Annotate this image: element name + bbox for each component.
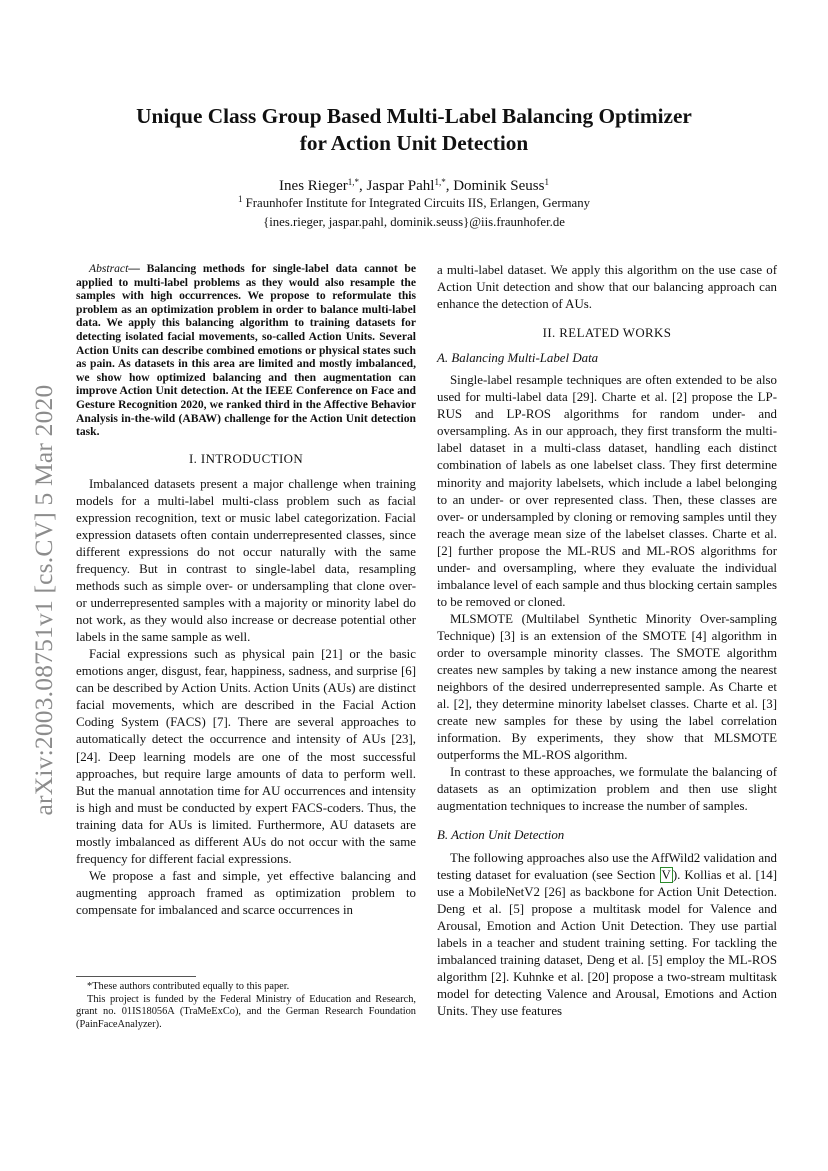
author-name: Dominik Seuss: [453, 178, 545, 194]
author-separator: ,: [445, 178, 454, 194]
abstract-text: — Balancing methods for single-label data cannot be applied to multi-label problems as they would also resample the samples with high occurrences. We propose to reformulate this problem as an optimization problem in order to balance multi-label data. We apply this balancing algorithm to training datasets for detecting isolated facial movements, so-called Action Units. Several Action Units can describe combined emotions or physical states such as pain. As datasets in this area are limited and mostly imbalanced, we show how optimized balancing and then augmentation can improve Action Unit detection. At the IEEE Conference on Face and Gesture Recognition 2020, we ranked third in the Affective Behavior Analysis in-the-wild (ABAW) challenge for the Action Unit detection task.: [76, 262, 416, 439]
author-superscript: 1,*: [347, 177, 360, 187]
author-superscript: 1,*: [434, 177, 446, 187]
paragraph: Imbalanced datasets present a major challenge when training models for a multi-label multi-class problem such as facial expression recognition, text or music label categorization. Facial expression datasets often contain underrepresented classes, since different expressions do not occur naturally with the same frequency. But in contrast to single-label data, resampling methods such as simple over- or undersampling that clone over- or underrepresented samples with a majority or minority label do not work, as they would also increase or decrease potential other labels in the same sample as well.: [76, 476, 416, 645]
paper-title: [80, 103, 748, 157]
arxiv-identifier: [24, 358, 64, 842]
footnote: *These authors contributed equally to this paper.: [87, 981, 290, 992]
footnote-rule: [76, 976, 196, 977]
affiliation-text: Fraunhofer Institute for Integrated Circuits IIS, Erlangen, Germany: [242, 196, 591, 210]
paragraph-text: ). Kollias et al. [14] use a MobileNetV2 [26] as backbone for Action Unit Detection. Deng et al. [5] propose a multitask model for Valence and Arousal, Emotion and Action Unit Detection. They use partial labels in a teacher and student training setting. For tackling the imbalanced training dataset, Deng et al. [5] employ the ML-ROS algorithm [2]. Kuhnke et al. [20] propose a two-stream multitask model for detecting Valence and Arousal, Emotions and Action Units. They use features: [437, 867, 777, 1018]
section-reference-link[interactable]: V: [661, 867, 671, 882]
title-line-1: Unique Class Group Based Multi-Label Balancing Optimizer: [136, 104, 692, 128]
paragraph: Single-label resample techniques are often extended to be also used for multi-label data [29]. Charte et al. [2] propose the LP-RUS and LP-ROS algorithms for random under- and oversampling. As in our approach, they first transform the multi-label dataset in a multi-class dataset, handling each distinct combination of labels as one labelset class. They first determine minority and majority labelsets, which include a label belonging to an under- or over represented class. Then, these classes are over- or undersampled by cloning or removing samples until they reach the average mean size of the labelset classes. Charte et al. [2] further propose the ML-RUS and ML-ROS algorithms for under- and oversampling, where they evaluate the individual imbalance level of each sample and thus blocking certain samples to be removed or cloned.: [437, 373, 777, 609]
section-heading-related-works: II. RELATED WORKS: [542, 326, 672, 341]
paragraph: In contrast to these approaches, we formulate the balancing of datasets as an optimization problem and then use slight augmentation techniques to increase the number of samples.: [437, 765, 777, 814]
author-name: Jaspar Pahl: [366, 178, 435, 194]
abstract: [76, 262, 416, 439]
arxiv-id-text: arXiv:2003.08751v1 [cs.CV] 5 Mar 2020: [29, 384, 58, 816]
author-separator: ,: [359, 178, 367, 194]
author-emails: {ines.rieger, jaspar.pahl, dominik.seuss}@iis.fraunhofer.de: [263, 215, 565, 229]
subsection-heading: A. Balancing Multi-Label Data: [437, 351, 599, 366]
author-list: [80, 176, 748, 196]
paragraph: MLSMOTE (Multilabel Synthetic Minority Over-sampling Technique) [3] is an extension of the SMOTE [4] algorithm in order to oversample minority classes. The SMOTE algorithm creates new samples by taking a new instance among the nearest neighbors of the desired underrepresented sample. As Charte et al. [2], they determine minority labelset classes. Charte et al. [3] create new samples for these by using the label correlation information. By experiments, they show that MLSMOTE outperforms the ML-ROS algorithm.: [437, 611, 777, 763]
author-name: Ines Rieger: [279, 178, 348, 194]
subsection-heading: B. Action Unit Detection: [437, 828, 565, 843]
abstract-label: Abstract: [89, 262, 129, 275]
left-column: [76, 262, 416, 919]
affiliation-superscript: 1: [237, 194, 243, 204]
right-column: [437, 262, 777, 1020]
section-heading-introduction: I. INTRODUCTION: [188, 451, 304, 466]
title-line-2: for Action Unit Detection: [299, 131, 529, 155]
paragraph: Facial expressions such as physical pain [21] or the basic emotions anger, disgust, fear, happiness, sadness, and surprise [6] can be described by Action Units. Action Units (AUs) are distinct facial movements, which are described in the Facial Action Coding System (FACS) [7]. There are several approaches to automatically detect the occurrence and intensity of AUs [23], [24]. Deep learning models are one of the most successful approaches, but require large amounts of data to perform well. But the manual annotation time for AU occurrences and intensity is high and must be conducted by expert FACS-coders. Thus, the training data for AUs is limited. Furthermore, AU datasets are mostly imbalanced as different AUs do not occur with the same frequency for different facial expressions.: [76, 647, 416, 866]
paragraph: We propose a fast and simple, yet effective balancing and augmenting approach framed as optimization problem to compensate for imbalanced and scarce occurrences in: [76, 868, 416, 917]
paragraph-text: The following approaches also use the AffWild2 validation and testing dataset for evaluation (see Section: [437, 850, 777, 882]
footnotes: [76, 976, 416, 1031]
paragraph: a multi-label dataset. We apply this algorithm on the use case of Action Unit detection and show that our balancing approach can enhance the detection of AUs.: [437, 263, 777, 312]
author-superscript: 1: [544, 177, 549, 187]
affiliation: [80, 195, 748, 212]
paragraph: [437, 850, 777, 1020]
footnote: This project is funded by the Federal Ministry of Education and Research, grant no. 01IS18056A (TraMeExCo), and the German Research Foundation (PainFaceAnalyzer).: [76, 993, 416, 1030]
